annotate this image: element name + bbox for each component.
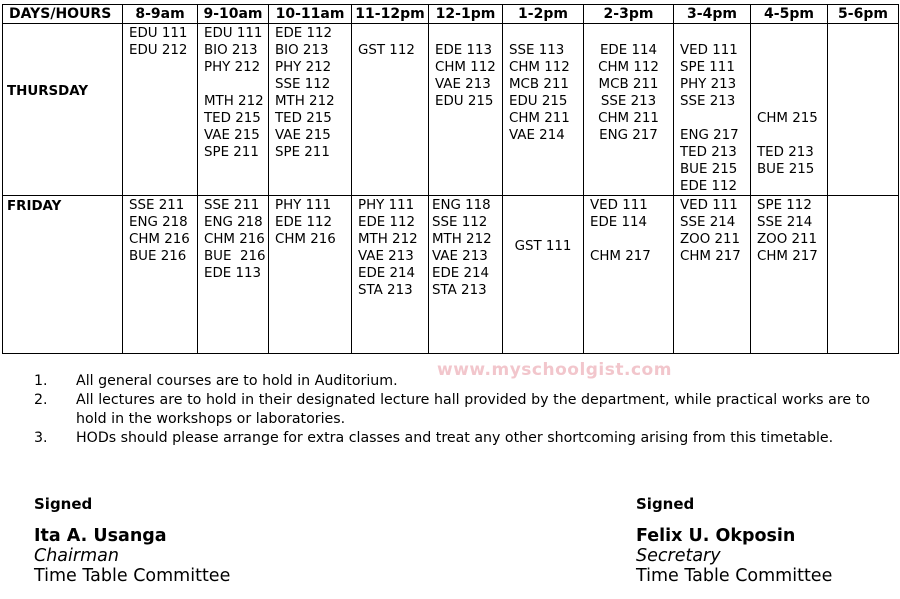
note-text: All lectures are to hold in their designated lecture hall provided by the department, while practical works are to hold in the workshops or laboratories. [76,392,870,427]
hour-header: 4-5pm [751,5,828,24]
course-code: SPE 111 [680,60,735,75]
course-code: SPE 211 [204,145,259,160]
timetable [2,4,899,354]
course-code: VED 111 [590,198,648,213]
course-code: PHY 111 [358,198,415,213]
course-list [828,24,898,25]
note-item [34,391,870,429]
course-code: BIO 213 [275,43,329,58]
course-code: CHM 112 [435,60,496,75]
course-code: EDE 113 [435,43,493,58]
course-code: SSE 112 [432,215,488,230]
course-code: VAE 213 [435,77,491,92]
course-code: VAE 215 [204,128,260,143]
course-code: CHM 216 [275,232,336,247]
course-code: CHM 215 [757,111,818,126]
course-code: MCB 211 [509,77,569,92]
course-list [123,24,197,59]
course-code: EDE 112 [680,179,738,194]
time-slot [429,196,503,354]
course-code: BUE 216 [204,249,266,264]
course-code: MCB 211 [598,77,659,92]
signature-block-secretary [636,495,832,586]
committee-name: Time Table Committee [636,566,833,586]
hour-header: 3-4pm [674,5,751,24]
signature-block-chairman [34,495,230,586]
course-code: CHM 211 [598,111,659,126]
course-code: EDU 111 [204,26,263,41]
time-slot [269,24,352,196]
course-code: SSE 213 [680,94,736,109]
course-code: EDE 112 [358,215,416,230]
course-code: GST 112 [358,43,415,58]
hour-header: 2-3pm [584,5,674,24]
course-code: ENG 217 [599,128,658,143]
course-code: ENG 218 [129,215,188,230]
time-slot [503,24,584,196]
course-code: EDU 111 [129,26,188,41]
course-code: CHM 211 [509,111,570,126]
course-code: EDE 214 [432,266,490,281]
thursday-row [3,24,899,196]
course-code: MTH 212 [432,232,492,247]
note-text: HODs should please arrange for extra classes and treat any other shortcoming arising from this timetable. [76,430,834,446]
course-code: VAE 213 [358,249,414,264]
course-code: CHM 216 [129,232,190,247]
course-code: PHY 111 [275,198,332,213]
course-code: SSE 213 [600,94,657,109]
course-list [503,237,583,255]
course-code: EDE 113 [204,266,262,281]
note-number: 3. [34,430,48,446]
course-code: TED 215 [204,111,261,126]
course-code: SSE 112 [275,77,331,92]
course-code: BIO 213 [204,43,258,58]
hour-header: 12-1pm [429,5,503,24]
course-code: MTH 212 [358,232,418,247]
course-code: SSE 211 [129,198,185,213]
course-code: VAE 214 [509,128,565,143]
signed-label: Signed [34,495,93,513]
course-code: STA 213 [432,283,487,298]
course-code: PHY 212 [275,60,332,75]
note-item [34,429,870,448]
course-list [269,196,351,248]
hour-header: 8-9am [123,5,198,24]
course-code: TED 215 [275,111,332,126]
signatory-name: Ita A. Usanga [34,526,167,546]
course-code: EDU 215 [509,94,568,109]
course-list [584,196,673,265]
course-list [751,24,827,178]
course-code: EDE 214 [358,266,416,281]
course-code: CHM 112 [598,60,659,75]
course-list [269,24,351,161]
time-slot [584,24,674,196]
course-code: VAE 215 [275,128,331,143]
time-slot [751,24,828,196]
course-code: SSE 214 [680,215,736,230]
course-code: EDE 114 [599,43,658,58]
course-code: ZOO 211 [757,232,818,247]
time-slot [503,196,584,354]
watermark: www.myschoolgist.com [437,360,672,380]
time-slot [123,196,198,354]
hour-header: 9-10am [198,5,269,24]
time-slot [352,196,429,354]
time-slot [198,24,269,196]
note-number: 1. [34,373,48,389]
course-code: BUE 215 [680,162,738,177]
course-list [503,24,583,144]
course-list [828,196,898,197]
course-code: CHM 216 [204,232,265,247]
days-hours-header: DAYS/HOURS [3,5,123,24]
course-list [674,196,750,265]
course-code: CHM 112 [509,60,570,75]
course-list [198,24,268,161]
course-code: SSE 214 [757,215,813,230]
course-list [751,196,827,265]
course-code: CHM 217 [590,249,651,264]
hour-header: 11-12pm [352,5,429,24]
hour-header: 1-2pm [503,5,584,24]
course-code: SSE 211 [204,198,260,213]
course-list [674,24,750,195]
hour-header: 10-11am [269,5,352,24]
course-code: BUE 215 [757,162,815,177]
course-code: TED 213 [680,145,737,160]
course-code: VED 111 [680,43,738,58]
time-slot [198,196,269,354]
time-slot [828,196,899,354]
course-code: VAE 213 [432,249,488,264]
course-code: EDE 112 [275,215,333,230]
course-code: BUE 216 [129,249,187,264]
course-list [352,196,428,299]
time-slot [269,196,352,354]
course-code: ZOO 211 [680,232,741,247]
course-code: PHY 213 [680,77,737,92]
signatory-name: Felix U. Okposin [636,526,796,546]
time-slot [828,24,899,196]
course-list [123,196,197,265]
course-list [198,196,268,282]
course-code: TED 213 [757,145,814,160]
time-slot [429,24,503,196]
course-code: ENG 217 [680,128,739,143]
day-label: THURSDAY [3,24,123,196]
time-slot [674,196,751,354]
time-slot [123,24,198,196]
note-item [34,372,870,391]
course-code: EDE 112 [275,26,333,41]
course-code: ENG 118 [432,198,491,213]
time-slot [352,24,429,196]
course-code: SSE 113 [509,43,565,58]
course-code: ENG 218 [204,215,263,230]
note-number: 2. [34,392,48,408]
header-row [3,5,899,24]
signatory-role: Chairman [34,546,119,566]
course-code: STA 213 [358,283,413,298]
course-code: SPE 211 [275,145,330,160]
course-code: SPE 112 [757,198,812,213]
course-code: GST 111 [514,238,572,254]
course-code: MTH 212 [204,94,264,109]
course-list [429,196,502,299]
course-list [429,24,502,110]
signed-label: Signed [636,495,695,513]
time-slot [584,196,674,354]
course-code: CHM 217 [757,249,818,264]
day-label: FRIDAY [3,196,123,354]
course-code: EDE 114 [590,215,648,230]
course-code: EDU 212 [129,43,188,58]
course-list [352,24,428,59]
time-slot [674,24,751,196]
course-list [584,24,673,144]
course-code: VED 111 [680,198,738,213]
committee-name: Time Table Committee [34,566,231,586]
hour-header: 5-6pm [828,5,899,24]
course-code: MTH 212 [275,94,335,109]
time-slot [751,196,828,354]
signatory-role: Secretary [636,546,721,566]
note-text: All general courses are to hold in Auditorium. [76,373,398,389]
friday-row [3,196,899,354]
course-code: PHY 212 [204,60,261,75]
course-code: EDU 215 [435,94,494,109]
course-code: CHM 217 [680,249,741,264]
